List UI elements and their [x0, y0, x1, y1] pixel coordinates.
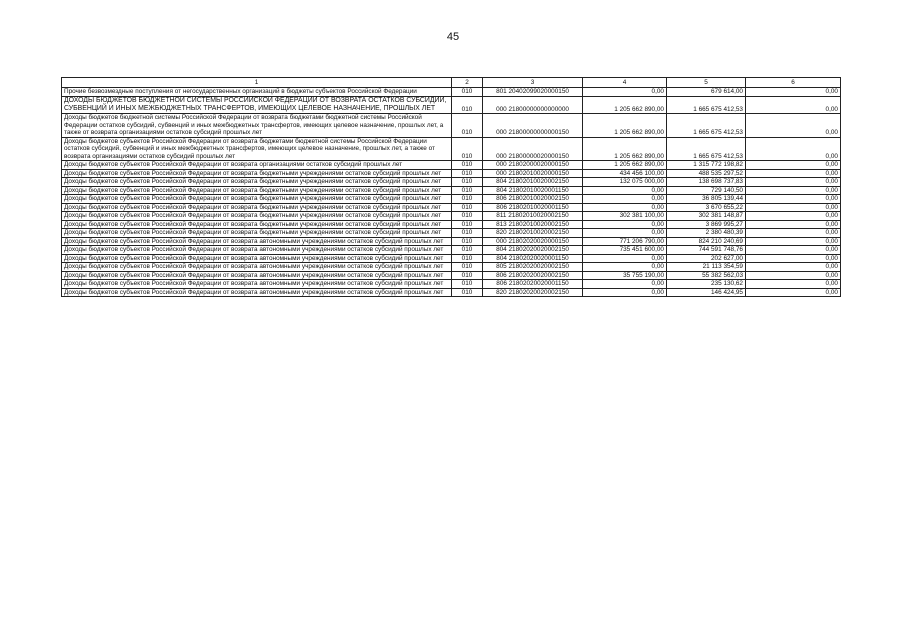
row-line-code: 010	[452, 195, 483, 204]
row-approved-amount: 434 456 100,00	[583, 169, 667, 178]
row-approved-amount: 771 206 790,00	[583, 237, 667, 246]
row-line-code: 010	[452, 186, 483, 195]
page-number: 45	[446, 31, 460, 43]
column-header: 3	[483, 78, 583, 88]
table-row	[62, 186, 841, 195]
row-name: Доходы бюджетов субъектов Российской Федерации от возврата бюджетными учреждениями остатков субсидий прошлых лет	[62, 212, 452, 221]
row-executed-amount: 1 315 772 198,82	[667, 161, 746, 170]
row-executed-amount: 302 381 148,87	[667, 212, 746, 221]
row-unexecuted-amount: 0,00	[746, 237, 841, 246]
row-executed-amount: 1 665 675 412,53	[667, 137, 746, 161]
row-budget-code: 820 21802020020002150	[483, 288, 583, 297]
row-budget-code: 000 21800000020000150	[483, 137, 583, 161]
row-name: Доходы бюджетов субъектов Российской Федерации от возврата бюджетными учреждениями остатков субсидий прошлых лет	[62, 203, 452, 212]
budget-revenue-table	[61, 77, 841, 297]
table-row	[62, 271, 841, 280]
row-budget-code: 820 21802010020002150	[483, 229, 583, 238]
row-line-code: 010	[452, 288, 483, 297]
row-executed-amount: 3 869 995,27	[667, 220, 746, 229]
row-approved-amount: 0,00	[583, 88, 667, 97]
row-unexecuted-amount: 0,00	[746, 246, 841, 255]
row-budget-code: 805 21802020020002150	[483, 263, 583, 272]
row-budget-code: 804 21802020020001150	[483, 254, 583, 263]
table-row	[62, 237, 841, 246]
row-name: Доходы бюджетов субъектов Российской Федерации от возврата автономными учреждениями остатков субсидий прошлых лет	[62, 263, 452, 272]
row-budget-code: 806 21802010020002150	[483, 195, 583, 204]
row-unexecuted-amount: 0,00	[746, 88, 841, 97]
row-name: Доходы бюджетов субъектов Российской Федерации от возврата автономными учреждениями остатков субсидий прошлых лет	[62, 271, 452, 280]
row-approved-amount: 0,00	[583, 288, 667, 297]
row-line-code: 010	[452, 237, 483, 246]
row-approved-amount: 302 381 100,00	[583, 212, 667, 221]
column-header: 6	[746, 78, 841, 88]
row-budget-code: 806 21802020020002150	[483, 271, 583, 280]
row-approved-amount: 1 205 662 890,00	[583, 114, 667, 138]
row-name: Доходы бюджетов субъектов Российской Федерации от возврата организациями остатков субсидий прошлых лет	[62, 161, 452, 170]
row-unexecuted-amount: 0,00	[746, 178, 841, 187]
row-line-code: 010	[452, 203, 483, 212]
row-name: Доходы бюджетов бюджетной системы Российской Федерации от возврата бюджетами бюджетной системы Российской Федерации остатков субсидий, субвенций и иных межбюджетных трансфертов, имеющих целевое назначение, прошлых лет, а также от возврата организациями остатков субсидий прошлых лет	[62, 114, 452, 138]
row-executed-amount: 488 535 297,52	[667, 169, 746, 178]
row-budget-code: 813 21802010020002150	[483, 220, 583, 229]
row-line-code: 010	[452, 178, 483, 187]
row-approved-amount: 1 205 662 890,00	[583, 137, 667, 161]
row-budget-code: 000 21802010020000150	[483, 169, 583, 178]
row-unexecuted-amount: 0,00	[746, 137, 841, 161]
row-line-code: 010	[452, 169, 483, 178]
row-approved-amount: 0,00	[583, 203, 667, 212]
table-row	[62, 288, 841, 297]
row-executed-amount: 679 614,00	[667, 88, 746, 97]
row-line-code: 010	[452, 271, 483, 280]
row-name: Доходы бюджетов субъектов Российской Федерации от возврата бюджетами бюджетной системы Российской Федерации остатков субсидий, субвенций и иных межбюджетных трансфертов, имеющих целевое назначение, прошлых лет, а также от возврата организациями остатков субсидий прошлых лет	[62, 137, 452, 161]
row-unexecuted-amount: 0,00	[746, 254, 841, 263]
row-name: Доходы бюджетов субъектов Российской Федерации от возврата автономными учреждениями остатков субсидий прошлых лет	[62, 246, 452, 255]
row-line-code: 010	[452, 246, 483, 255]
row-name: Доходы бюджетов субъектов Российской Федерации от возврата бюджетными учреждениями остатков субсидий прошлых лет	[62, 220, 452, 229]
row-budget-code: 801 20402099020000150	[483, 88, 583, 97]
row-budget-code: 000 21802000020000150	[483, 161, 583, 170]
row-name: Доходы бюджетов субъектов Российской Федерации от возврата автономными учреждениями остатков субсидий прошлых лет	[62, 254, 452, 263]
row-unexecuted-amount: 0,00	[746, 229, 841, 238]
row-approved-amount: 35 755 190,00	[583, 271, 667, 280]
row-approved-amount: 0,00	[583, 263, 667, 272]
row-executed-amount: 138 698 737,83	[667, 178, 746, 187]
row-budget-code: 806 21802020020001150	[483, 280, 583, 289]
row-line-code: 010	[452, 229, 483, 238]
table-row	[62, 161, 841, 170]
row-budget-code: 000 21800000000000150	[483, 114, 583, 138]
column-header: 2	[452, 78, 483, 88]
row-approved-amount: 1 205 662 890,00	[583, 96, 667, 114]
row-line-code: 010	[452, 96, 483, 114]
row-name: Доходы бюджетов субъектов Российской Федерации от возврата бюджетными учреждениями остатков субсидий прошлых лет	[62, 186, 452, 195]
row-name: Доходы бюджетов субъектов Российской Федерации от возврата бюджетными учреждениями остатков субсидий прошлых лет	[62, 195, 452, 204]
row-unexecuted-amount: 0,00	[746, 263, 841, 272]
row-approved-amount: 0,00	[583, 195, 667, 204]
table-row	[62, 280, 841, 289]
row-name: Доходы бюджетов субъектов Российской Федерации от возврата бюджетными учреждениями остатков субсидий прошлых лет	[62, 169, 452, 178]
row-name: Доходы бюджетов субъектов Российской Федерации от возврата автономными учреждениями остатков субсидий прошлых лет	[62, 288, 452, 297]
row-executed-amount: 55 382 562,03	[667, 271, 746, 280]
row-unexecuted-amount: 0,00	[746, 161, 841, 170]
table-row	[62, 114, 841, 138]
row-unexecuted-amount: 0,00	[746, 195, 841, 204]
table-row	[62, 178, 841, 187]
table-row	[62, 246, 841, 255]
table-row	[62, 203, 841, 212]
row-approved-amount: 0,00	[583, 254, 667, 263]
row-executed-amount: 1 665 675 412,53	[667, 114, 746, 138]
row-line-code: 010	[452, 263, 483, 272]
row-line-code: 010	[452, 114, 483, 138]
row-unexecuted-amount: 0,00	[746, 280, 841, 289]
table-row	[62, 169, 841, 178]
table-row	[62, 195, 841, 204]
row-executed-amount: 744 591 748,76	[667, 246, 746, 255]
row-unexecuted-amount: 0,00	[746, 114, 841, 138]
row-approved-amount: 0,00	[583, 220, 667, 229]
table-row	[62, 254, 841, 263]
column-header: 5	[667, 78, 746, 88]
row-executed-amount: 21 113 354,59	[667, 263, 746, 272]
row-unexecuted-amount: 0,00	[746, 212, 841, 221]
row-executed-amount: 146 424,95	[667, 288, 746, 297]
row-approved-amount: 735 451 600,00	[583, 246, 667, 255]
table-row	[62, 137, 841, 161]
row-approved-amount: 1 205 662 890,00	[583, 161, 667, 170]
row-budget-code: 811 21802010020002150	[483, 212, 583, 221]
table-row	[62, 96, 841, 114]
row-line-code: 010	[452, 212, 483, 221]
row-line-code: 010	[452, 137, 483, 161]
column-header: 1	[62, 78, 452, 88]
row-executed-amount: 824 210 240,69	[667, 237, 746, 246]
row-unexecuted-amount: 0,00	[746, 203, 841, 212]
row-line-code: 010	[452, 161, 483, 170]
row-approved-amount: 0,00	[583, 229, 667, 238]
row-budget-code: 000 21802020020000150	[483, 237, 583, 246]
row-unexecuted-amount: 0,00	[746, 169, 841, 178]
column-header: 4	[583, 78, 667, 88]
row-executed-amount: 36 805 139,44	[667, 195, 746, 204]
row-name: Доходы бюджетов субъектов Российской Федерации от возврата автономными учреждениями остатков субсидий прошлых лет	[62, 280, 452, 289]
row-budget-code: 804 21802020020002150	[483, 246, 583, 255]
row-unexecuted-amount: 0,00	[746, 96, 841, 114]
row-line-code: 010	[452, 254, 483, 263]
row-executed-amount: 1 665 675 412,53	[667, 96, 746, 114]
row-name: Прочие безвозмездные поступления от негосударственных организаций в бюджеты субъектов Российской Федерации	[62, 88, 452, 97]
row-budget-code: 000 21800000000000000	[483, 96, 583, 114]
row-budget-code: 806 21802010020001150	[483, 203, 583, 212]
row-approved-amount: 0,00	[583, 280, 667, 289]
row-unexecuted-amount: 0,00	[746, 271, 841, 280]
table-row	[62, 263, 841, 272]
table-row	[62, 88, 841, 97]
row-name: Доходы бюджетов субъектов Российской Федерации от возврата автономными учреждениями остатков субсидий прошлых лет	[62, 237, 452, 246]
row-line-code: 010	[452, 88, 483, 97]
row-unexecuted-amount: 0,00	[746, 186, 841, 195]
table-row	[62, 212, 841, 221]
row-name: ДОХОДЫ БЮДЖЕТОВ БЮДЖЕТНОЙ СИСТЕМЫ РОССИЙСКОЙ ФЕДЕРАЦИИ ОТ ВОЗВРАТА ОСТАТКОВ СУБСИДИЙ, СУБВЕНЦИЙ И ИНЫХ МЕЖБЮДЖЕТНЫХ ТРАНСФЕРТОВ, ИМЕЮЩИХ ЦЕЛЕВОЕ НАЗНАЧЕНИЕ, ПРОШЛЫХ ЛЕТ	[62, 96, 452, 114]
row-budget-code: 804 21802010020002150	[483, 178, 583, 187]
row-executed-amount: 729 140,50	[667, 186, 746, 195]
row-unexecuted-amount: 0,00	[746, 288, 841, 297]
row-approved-amount: 0,00	[583, 186, 667, 195]
row-unexecuted-amount: 0,00	[746, 220, 841, 229]
row-line-code: 010	[452, 220, 483, 229]
row-executed-amount: 202 627,00	[667, 254, 746, 263]
row-executed-amount: 2 380 480,39	[667, 229, 746, 238]
row-executed-amount: 3 670 655,22	[667, 203, 746, 212]
row-name: Доходы бюджетов субъектов Российской Федерации от возврата бюджетными учреждениями остатков субсидий прошлых лет	[62, 178, 452, 187]
row-executed-amount: 235 130,62	[667, 280, 746, 289]
table-row	[62, 220, 841, 229]
row-line-code: 010	[452, 280, 483, 289]
table-header-row	[62, 78, 841, 88]
row-budget-code: 804 21802010020001150	[483, 186, 583, 195]
row-approved-amount: 132 075 000,00	[583, 178, 667, 187]
table-row	[62, 229, 841, 238]
row-name: Доходы бюджетов субъектов Российской Федерации от возврата бюджетными учреждениями остатков субсидий прошлых лет	[62, 229, 452, 238]
